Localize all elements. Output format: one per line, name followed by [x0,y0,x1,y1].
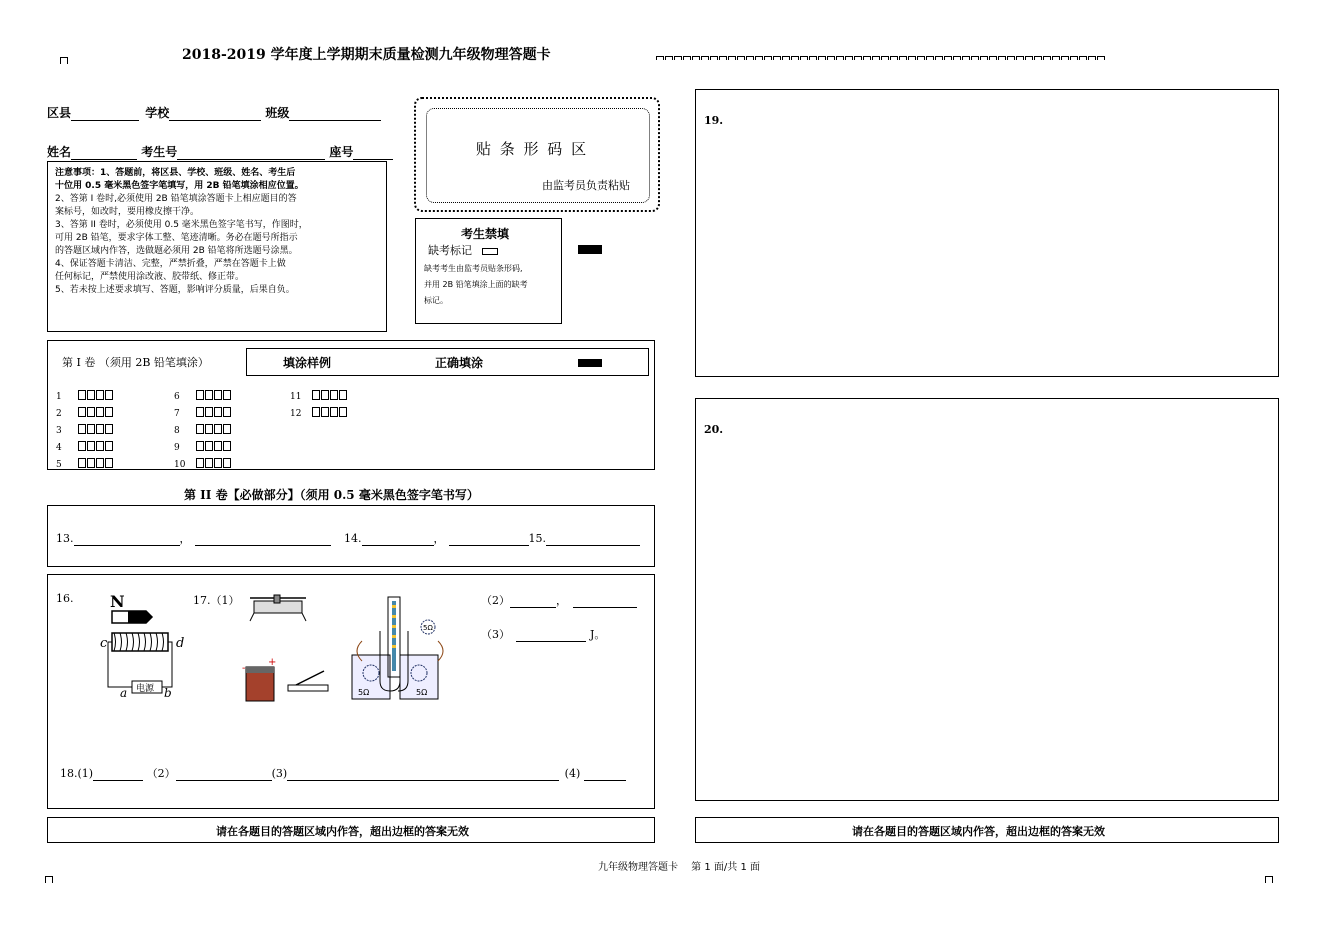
mc-question-number: 8 [174,426,180,436]
mc-option-bubble[interactable] [205,390,213,400]
notice-line: 4、保证答题卡清洁、完整，严禁折叠，严禁在答题卡上做 [55,259,286,269]
electromagnet-figure [88,587,198,697]
mc-option-bubble[interactable] [339,407,347,417]
mc-option-bubble[interactable] [78,424,86,434]
warning-left [47,817,655,843]
mc-option-bubble[interactable] [214,458,222,468]
notice-line: 可用 2B 铅笔，要求字体工整、笔迹清晰。务必在题号所指示 [55,233,298,243]
mc-option-bubble[interactable] [223,390,231,400]
part1-title: 第 I 卷 （须用 2B 铅笔填涂） [62,356,209,369]
mc-option-bubble[interactable] [223,458,231,468]
notice-line: 的答题区域内作答，选做题必须用 2B 铅笔将所选题号涂黑。 [55,246,298,256]
plus-label: + [268,657,277,668]
mc-option-bubble[interactable] [87,407,95,417]
forbidden-title: 考生禁填 [461,227,510,241]
q15-label: 15. [528,532,546,545]
q14-label: 14. [344,532,362,545]
part1-box [47,340,655,470]
forbidden-box [415,218,562,324]
sample-box [246,348,649,376]
corner-mark [45,876,53,883]
comma: ， [179,532,191,545]
a-label: a [120,686,128,697]
forbidden-desc-line: 缺考考生由监考员贴条形码, [424,264,523,273]
mc-option-bubble[interactable] [196,407,204,417]
page-title: 2018-2019 学年度上学期期末质量检测九年级物理答题卡 [182,47,551,63]
q18-1-label: 18.(1) [60,767,94,780]
mc-option-bubble[interactable] [196,424,204,434]
q17-2-label: （2） [481,594,510,607]
exam-no-label: 考生号 [141,145,178,159]
q19-answer-box[interactable] [695,89,1279,377]
mc-option-bubble[interactable] [78,441,86,451]
mc-option-bubble[interactable] [105,390,113,400]
mc-question-number: 4 [56,443,62,453]
barcode-title: 贴 条 形 码 区 [476,140,589,158]
correct-sample-mark [578,359,602,367]
mc-option-bubble[interactable] [105,458,113,468]
notice-text [55,167,308,297]
mc-option-bubble[interactable] [330,390,338,400]
r3-label: 5Ω [423,624,433,632]
name-label: 姓名 [47,145,72,159]
filled-sample-mark [578,245,602,254]
q18-4-label: (4) [564,767,581,780]
mc-option-bubble[interactable] [330,407,338,417]
fill-blank-box [47,505,655,567]
mc-option-bubble[interactable] [214,390,222,400]
q17-unit: J。 [590,628,606,641]
mc-option-bubble[interactable] [214,407,222,417]
mc-option-bubble[interactable] [205,407,213,417]
barcode-note: 由监考员负责粘贴 [542,179,630,192]
q16-18-box [47,574,655,809]
q18-3-label: (3) [271,767,288,780]
comma: ， [433,532,445,545]
q20-label: 20. [704,423,724,436]
mc-option-bubble[interactable] [196,458,204,468]
mc-question-row[interactable] [290,401,348,420]
q13-label: 13. [56,532,74,545]
q20-answer-box[interactable] [695,398,1279,801]
school-label: 学校 [145,106,170,120]
mc-option-bubble[interactable] [312,407,320,417]
notice-line: 注意事项：1、答题前，将区县、学校、班级、姓名、考生后 [55,168,296,178]
mc-question-number: 5 [56,460,62,470]
mc-option-bubble[interactable] [339,390,347,400]
mc-question-row[interactable] [174,452,232,471]
absent-checkbox[interactable] [482,248,498,255]
mc-option-bubble[interactable] [96,390,104,400]
warning-text: 请在各题目的答题区域内作答，超出边框的答案无效 [216,825,469,838]
corner-mark [60,57,68,64]
mc-question-number: 7 [174,409,180,419]
mc-option-bubble[interactable] [321,407,329,417]
warning-right [695,817,1279,843]
notice-line: 5、若未按上述要求填写、答题，影响评分质量，后果自负。 [55,285,295,295]
b-label: b [164,686,172,697]
mc-option-bubble[interactable] [105,424,113,434]
name-field[interactable] [47,143,393,160]
mc-option-bubble[interactable] [196,390,204,400]
district-field[interactable] [47,104,381,121]
corner-mark [1265,876,1273,883]
absent-mark-label: 缺考标记 [428,244,472,257]
forbidden-desc-line: 标记。 [424,296,448,305]
barcode-area [414,97,660,212]
forbidden-desc [424,261,528,309]
mc-option-bubble[interactable] [87,458,95,468]
q16-label: 16. [56,592,74,605]
class-label: 班级 [265,106,290,120]
notice-line: 2、答第 I 卷时,必须使用 2B 铅笔填涂答题卡上相应题目的答 [55,194,297,204]
mc-option-bubble[interactable] [87,390,95,400]
correct-label: 正确填涂 [435,356,484,370]
notice-box [47,161,387,332]
mc-option-bubble[interactable] [78,390,86,400]
mc-question-row[interactable] [56,452,114,471]
sample-label: 填涂样例 [283,356,332,370]
absent-mark[interactable] [428,242,498,258]
mc-option-bubble[interactable] [205,441,213,451]
mc-option-bubble[interactable] [96,407,104,417]
q17-label: 17.（1） [193,594,240,607]
seat-no-label: 座号 [329,145,354,159]
r2-label: 5Ω [416,688,428,697]
power-label: 电源 [136,684,155,694]
footer-text: 九年级物理答题卡 第 1 面/共 1 面 [598,862,760,873]
c-label: c [100,636,108,651]
mc-option-bubble[interactable] [223,424,231,434]
mc-option-bubble[interactable] [96,441,104,451]
q17-2-line[interactable] [481,592,637,608]
mc-option-bubble[interactable] [87,424,95,434]
mc-question-number: 6 [174,392,180,402]
comma: ， [556,594,567,607]
r1-label: 5Ω [358,688,370,697]
mc-option-bubble[interactable] [78,458,86,468]
mc-option-bubble[interactable] [223,441,231,451]
q19-label: 19. [704,114,724,127]
mc-option-bubble[interactable] [312,390,320,400]
q17-3-label: （3） [481,628,510,641]
q18-2-label: （2） [146,767,176,780]
mc-question-number: 12 [290,409,302,419]
minus-label: - [242,663,246,674]
n-pole-label: N [110,592,125,611]
notice-line: 3、答第 II 卷时，必须使用 0.5 毫米黑色签字笔书写，作图时， [55,220,308,230]
mc-option-bubble[interactable] [105,407,113,417]
forbidden-desc-line: 并用 2B 铅笔填涂上面的缺考 [424,280,528,289]
mc-option-bubble[interactable] [196,441,204,451]
mc-option-bubble[interactable] [214,424,222,434]
mc-question-number: 2 [56,409,62,419]
notice-line: 任何标记，严禁使用涂改液、胶带纸、修正带。 [55,272,245,282]
notice-line: 十位用 0.5 毫米黑色签字笔填写，用 2B 铅笔填涂相应位置。 [55,181,304,191]
mc-option-bubble[interactable] [87,441,95,451]
part2-title: 第 II 卷【必做部分】（须用 0.5 毫米黑色签字笔书写） [184,488,479,502]
top-mark-strip [656,50,1106,60]
mc-question-number: 9 [174,443,180,453]
mc-option-bubble[interactable] [78,407,86,417]
mc-option-bubble[interactable] [321,390,329,400]
mc-question-number: 11 [290,392,302,402]
d-label: d [176,636,185,651]
q17-3-line[interactable] [481,626,605,642]
notice-line: 案标号，如改时，要用橡皮擦干净。 [55,207,200,217]
mc-question-number: 10 [174,460,186,470]
mc-option-bubble[interactable] [205,424,213,434]
q18-line[interactable] [60,765,626,781]
mc-option-bubble[interactable] [205,458,213,468]
district-label: 区县 [47,106,72,120]
mc-option-bubble[interactable] [96,424,104,434]
mc-option-bubble[interactable] [214,441,222,451]
mc-option-bubble[interactable] [223,407,231,417]
q13-15-line[interactable] [56,530,640,546]
mc-question-number: 3 [56,426,62,436]
mc-option-bubble[interactable] [96,458,104,468]
warning-text: 请在各题目的答题区域内作答，超出边框的答案无效 [852,825,1105,838]
mc-question-number: 1 [56,392,62,402]
experiment-figure [240,591,470,703]
mc-option-bubble[interactable] [105,441,113,451]
